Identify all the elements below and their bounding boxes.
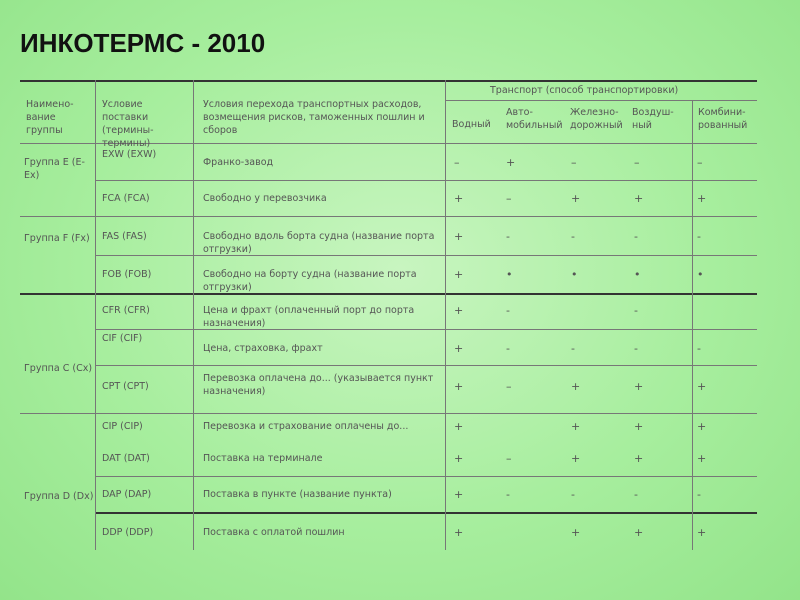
transport-mark: - — [571, 230, 575, 243]
column-divider — [95, 80, 96, 550]
term-ddp: DDP (DDP) — [102, 527, 154, 538]
transport-mark: - — [506, 488, 510, 501]
term-fob: FOB (FOB) — [102, 269, 152, 280]
transport-mark: + — [697, 452, 707, 465]
header-mode-air: Воздуш-ный — [632, 107, 674, 131]
group-divider — [20, 216, 757, 217]
transport-mark: + — [634, 452, 644, 465]
column-divider — [445, 80, 446, 550]
transport-mark: - — [697, 342, 701, 355]
transport-mark: • — [697, 268, 704, 281]
term-cip: CIP (CIP) — [102, 421, 143, 432]
desc-fas: Свободно вдоль борта судна (название порта отгрузки) — [203, 231, 435, 255]
desc-dap: Поставка в пункте (название пункта) — [203, 489, 392, 500]
transport-mark: + — [454, 420, 464, 433]
transport-mark: – — [506, 192, 512, 205]
row-divider — [95, 512, 757, 514]
header-mode-rail: Железно-дорожный — [570, 107, 623, 131]
term-cif: CIF (CIF) — [102, 333, 143, 344]
row-divider — [95, 180, 757, 181]
transport-mark: - — [634, 342, 638, 355]
transport-mark: - — [506, 230, 510, 243]
group-c: Группа C (Cx) — [24, 363, 93, 374]
transport-header-divider — [445, 100, 757, 101]
term-exw: EXW (EXW) — [102, 149, 157, 160]
header-transport: Транспорт (способ транспортировки) — [490, 85, 679, 96]
transport-mark: – — [506, 452, 512, 465]
transport-mark: – — [697, 156, 703, 169]
transport-mark: + — [454, 452, 464, 465]
transport-mark: - — [634, 230, 638, 243]
desc-fca: Свободно у перевозчика — [203, 193, 327, 204]
column-divider — [193, 80, 194, 550]
transport-mark: + — [454, 192, 464, 205]
transport-mark: – — [454, 156, 460, 169]
header-term: Условие поставки (термины-термины) — [102, 99, 154, 149]
transport-mark: – — [571, 156, 577, 169]
header-mode-auto: Авто-мобильный — [506, 107, 563, 131]
group-d: Группа D (Dx) — [24, 491, 94, 502]
transport-mark: + — [697, 380, 707, 393]
header-mode-combined: Комбини-рованный — [698, 107, 748, 131]
transport-mark: + — [454, 380, 464, 393]
column-divider — [692, 100, 693, 550]
incoterms-table — [20, 80, 757, 550]
transport-mark: + — [454, 488, 464, 501]
transport-mark: - — [506, 304, 510, 317]
transport-mark: + — [697, 192, 707, 205]
row-divider — [95, 476, 757, 477]
desc-cfr: Цена и фрахт (оплаченный порт до порта назначения) — [203, 305, 415, 329]
transport-mark: + — [697, 526, 707, 539]
header-mode-water: Водный — [452, 119, 491, 130]
transport-mark: + — [634, 420, 644, 433]
transport-mark: + — [634, 192, 644, 205]
transport-mark: + — [454, 526, 464, 539]
transport-mark: – — [634, 156, 640, 169]
term-cpt: CPT (CPT) — [102, 381, 149, 392]
transport-mark: • — [571, 268, 578, 281]
transport-mark: + — [634, 526, 644, 539]
transport-mark: + — [506, 156, 516, 169]
transport-mark: – — [506, 380, 512, 393]
transport-mark: • — [634, 268, 641, 281]
term-fca: FCA (FCA) — [102, 193, 150, 204]
desc-ddp: Поставка с оплатой пошлин — [203, 527, 345, 538]
transport-mark: + — [571, 420, 581, 433]
desc-fob: Свободно на борту судна (название порта отгрузки) — [203, 269, 417, 293]
transport-mark: - — [697, 488, 701, 501]
row-divider — [95, 365, 757, 366]
desc-cpt: Перевозка оплачена до... (указывается пункт назначения) — [203, 373, 434, 397]
transport-mark: + — [571, 526, 581, 539]
group-divider — [20, 413, 757, 414]
transport-mark: - — [506, 342, 510, 355]
term-fas: FAS (FAS) — [102, 231, 147, 242]
term-dat: DAT (DAT) — [102, 453, 150, 464]
header-group-name: Наимено-вание группы — [26, 99, 74, 136]
transport-mark: + — [454, 268, 464, 281]
transport-mark: - — [697, 230, 701, 243]
transport-mark: - — [634, 488, 638, 501]
transport-mark: + — [454, 230, 464, 243]
group-f: Группа F (Fx) — [24, 233, 90, 244]
transport-mark: + — [697, 420, 707, 433]
desc-dat: Поставка на терминале — [203, 453, 323, 464]
transport-mark: • — [506, 268, 513, 281]
desc-cif: Цена, страховка, фрахт — [203, 343, 323, 354]
transport-mark: - — [571, 488, 575, 501]
header-transfer: Условия перехода транспортных расходов, возмещения рисков, таможенных пошлин и сборов — [203, 99, 425, 136]
desc-cip: Перевозка и страхование оплачены до... — [203, 421, 409, 432]
transport-mark: - — [571, 342, 575, 355]
transport-mark: + — [571, 452, 581, 465]
transport-mark: + — [454, 342, 464, 355]
transport-mark: + — [571, 192, 581, 205]
table-top-border — [20, 80, 757, 82]
transport-mark: + — [634, 380, 644, 393]
desc-exw: Франко-завод — [203, 157, 274, 168]
page-title: ИНКОТЕРМС - 2010 — [20, 28, 266, 58]
term-dap: DAP (DAP) — [102, 489, 152, 500]
transport-mark: + — [454, 304, 464, 317]
term-cfr: CFR (CFR) — [102, 305, 150, 316]
transport-mark: - — [634, 304, 638, 317]
group-e: Группа Е (Е-Ex) — [24, 157, 85, 181]
transport-mark: + — [571, 380, 581, 393]
